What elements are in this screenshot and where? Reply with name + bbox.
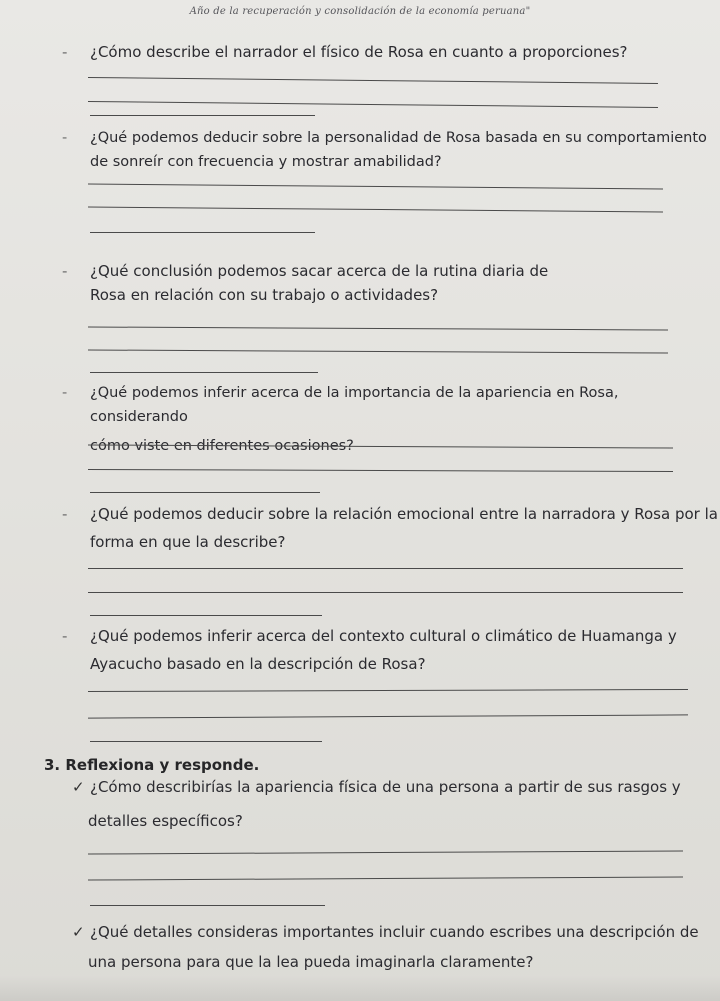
question-3-line-1: ¿Qué conclusión podemos sacar acerca de la rutina diaria de xyxy=(90,262,549,280)
checkmark-icon: ✓ xyxy=(72,778,85,796)
answer-line[interactable] xyxy=(88,850,683,854)
answer-line[interactable] xyxy=(88,714,688,718)
dash-bullet: - xyxy=(62,130,68,146)
dash-bullet: - xyxy=(62,43,68,61)
question-2-line-1: ¿Qué podemos deducir sobre la personalidad de Rosa basada en su comportamiento xyxy=(90,130,707,146)
question-5 xyxy=(62,502,718,554)
dash-bullet: - xyxy=(62,262,68,280)
reflection-question-1-line-1: ¿Cómo describirías la apariencia física de una persona a partir de sus rasgos y xyxy=(90,778,681,796)
answer-line-short[interactable] xyxy=(90,905,325,906)
answer-line[interactable] xyxy=(88,326,668,330)
page-shadow xyxy=(0,975,720,1001)
answer-line[interactable] xyxy=(88,568,683,569)
question-2 xyxy=(62,126,707,174)
question-5-line-1: ¿Qué podemos deducir sobre la relación emocional entre la narradora y Rosa por la xyxy=(90,505,718,523)
question-2-line-2: de sonreír con frecuencia y mostrar amabilidad? xyxy=(90,154,442,170)
answer-line[interactable] xyxy=(88,349,668,353)
dash-bullet: - xyxy=(62,505,68,523)
question-6 xyxy=(62,624,677,676)
answer-line-short[interactable] xyxy=(90,372,318,373)
reflection-question-2-line-1: ¿Qué detalles consideras importantes incluir cuando escribes una descripción de xyxy=(90,923,699,941)
question-4-line-2: cómo viste en diferentes ocasiones? xyxy=(90,438,354,454)
answer-line[interactable] xyxy=(88,876,683,880)
reflection-question-2-line-2: una persona para que la lea pueda imaginarla claramente? xyxy=(88,953,534,971)
checkmark-icon: ✓ xyxy=(72,923,85,941)
answer-line[interactable] xyxy=(88,206,663,212)
question-5-line-2: forma en que la describe? xyxy=(90,533,286,551)
page-header: Año de la recuperación y consolidación de la economía peruana" xyxy=(189,6,531,17)
answer-line[interactable] xyxy=(88,469,673,472)
answer-line[interactable] xyxy=(88,77,658,84)
dash-bullet: - xyxy=(62,627,68,645)
answer-line[interactable] xyxy=(88,183,663,189)
answer-line[interactable] xyxy=(88,101,658,108)
answer-line-short[interactable] xyxy=(90,115,315,116)
question-3-line-2: Rosa en relación con su trabajo o actividades? xyxy=(90,286,439,304)
answer-line-short[interactable] xyxy=(90,232,315,233)
question-4-line-1: ¿Qué podemos inferir acerca de la importancia de la apariencia en Rosa, considerando xyxy=(90,385,619,425)
question-1-text: ¿Cómo describe el narrador el físico de Rosa en cuanto a proporciones? xyxy=(90,43,628,61)
dash-bullet: - xyxy=(62,385,68,401)
question-1 xyxy=(62,40,628,64)
question-6-line-1: ¿Qué podemos inferir acerca del contexto cultural o climático de Huamanga y xyxy=(90,627,677,645)
question-3 xyxy=(62,259,549,307)
answer-line-short[interactable] xyxy=(90,492,320,493)
answer-line-short[interactable] xyxy=(90,741,322,742)
reflection-question-1-line-2: detalles específicos? xyxy=(88,812,243,830)
answer-line[interactable] xyxy=(88,592,683,593)
question-6-line-2: Ayacucho basado en la descripción de Rosa? xyxy=(90,655,426,673)
reflection-question-1 xyxy=(72,775,681,833)
answer-line-short[interactable] xyxy=(90,615,322,616)
reflection-question-2 xyxy=(72,920,699,974)
answer-line[interactable] xyxy=(88,689,688,692)
section-title: 3. Reflexiona y responde. xyxy=(44,756,260,774)
